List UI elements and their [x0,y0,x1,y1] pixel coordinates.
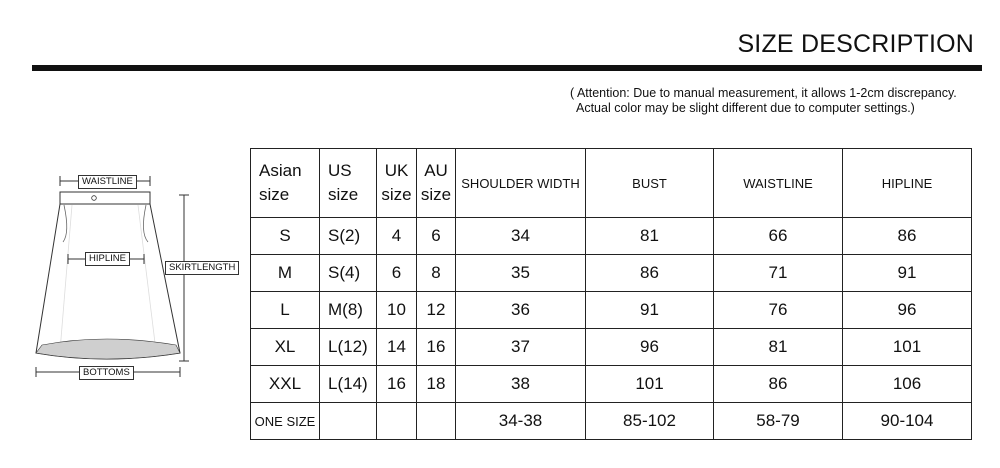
cell-au-size: 12 [417,292,456,329]
cell-hipline: 90-104 [843,403,972,440]
cell-hipline: 96 [843,292,972,329]
cell-shoulder-width: 34 [456,218,586,255]
cell-waistline: 86 [714,366,843,403]
cell-us-size: L(12) [320,329,377,366]
cell-us-size: L(14) [320,366,377,403]
cell-uk-size: 10 [377,292,417,329]
skirtlength-label: SKIRTLENGTH [165,261,239,275]
cell-asian-size: S [251,218,320,255]
cell-asian-size: M [251,255,320,292]
cell-asian-size: L [251,292,320,329]
header-shoulder-width: SHOULDER WIDTH [456,149,586,218]
cell-hipline: 101 [843,329,972,366]
cell-uk-size: 4 [377,218,417,255]
header-hipline: HIPLINE [843,149,972,218]
cell-uk-size: 6 [377,255,417,292]
title-divider [32,65,982,71]
attention-note-line-1: ( Attention: Due to manual measurement, it allows 1-2cm discrepancy. [570,86,957,100]
cell-shoulder-width: 34-38 [456,403,586,440]
header-uk-size: UK size [377,149,417,218]
table-row [251,218,972,255]
cell-hipline: 91 [843,255,972,292]
cell-hipline: 106 [843,366,972,403]
cell-waistline: 66 [714,218,843,255]
cell-bust: 101 [586,366,714,403]
cell-us-size [320,403,377,440]
cell-us-size: S(2) [320,218,377,255]
size-table [250,148,972,440]
cell-shoulder-width: 35 [456,255,586,292]
attention-note [570,86,980,116]
cell-asian-size: XL [251,329,320,366]
header-asian-size: Asian size [251,149,320,218]
header-waistline: WAISTLINE [714,149,843,218]
cell-us-size: S(4) [320,255,377,292]
cell-bust: 85-102 [586,403,714,440]
cell-uk-size: 16 [377,366,417,403]
header-au-size: AU size [417,149,456,218]
cell-waistline: 71 [714,255,843,292]
cell-bust: 96 [586,329,714,366]
cell-au-size: 16 [417,329,456,366]
cell-au-size: 8 [417,255,456,292]
table-row [251,366,972,403]
cell-au-size [417,403,456,440]
table-row-one-size [251,403,972,440]
cell-bust: 86 [586,255,714,292]
cell-bust: 91 [586,292,714,329]
table-header-row [251,149,972,218]
cell-au-size: 6 [417,218,456,255]
cell-bust: 81 [586,218,714,255]
cell-hipline: 86 [843,218,972,255]
cell-asian-size: XXL [251,366,320,403]
cell-shoulder-width: 37 [456,329,586,366]
cell-au-size: 18 [417,366,456,403]
waistline-label: WAISTLINE [78,175,137,189]
bottoms-label: BOTTOMS [79,366,134,380]
cell-one-size-label: ONE SIZE [251,403,320,440]
header-us-size: US size [320,149,377,218]
cell-shoulder-width: 36 [456,292,586,329]
cell-waistline: 58-79 [714,403,843,440]
cell-us-size: M(8) [320,292,377,329]
table-row [251,255,972,292]
skirt-outline-illustration [30,165,240,385]
page-title: SIZE DESCRIPTION [737,30,974,58]
table-row [251,329,972,366]
cell-waistline: 81 [714,329,843,366]
table-row [251,292,972,329]
attention-note-line-2: Actual color may be slight different due to computer settings.) [576,101,915,115]
cell-uk-size [377,403,417,440]
cell-waistline: 76 [714,292,843,329]
cell-uk-size: 14 [377,329,417,366]
header-bust: BUST [586,149,714,218]
skirt-diagram [30,165,240,385]
hipline-label: HIPLINE [85,252,130,266]
cell-shoulder-width: 38 [456,366,586,403]
